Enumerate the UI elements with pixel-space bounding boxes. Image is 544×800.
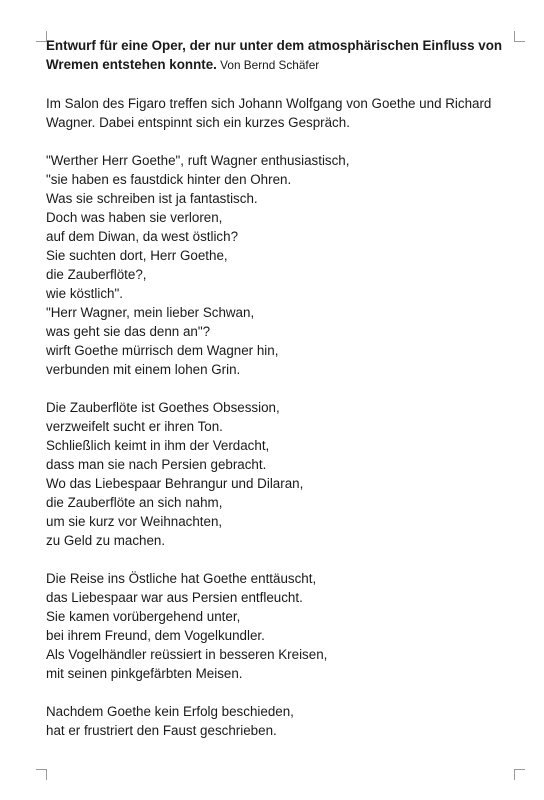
verse-line: die Zauberflöte an sich nahm,	[46, 495, 223, 510]
document-body	[46, 36, 526, 740]
verse-line: mit seinen pinkgefärbten Meisen.	[46, 666, 243, 681]
stanza-1	[46, 151, 526, 379]
verse-line: um sie kurz vor Weihnachten,	[46, 514, 223, 529]
verse-line: Sie kamen vorübergehend unter,	[46, 609, 241, 624]
verse-line: das Liebespaar war aus Persien entfleucht.	[46, 590, 303, 605]
corner-mark-bottom-right	[514, 769, 525, 780]
title-line-2	[46, 55, 526, 75]
intro-line: Im Salon des Figaro treffen sich Johann Wolfgang von Goethe und Richard	[46, 96, 492, 111]
title-bold-end: Wremen entstehen konnte.	[46, 57, 217, 72]
verse-line: Als Vogelhändler reüssiert in besseren Kreisen,	[46, 647, 328, 662]
verse-line: die Zauberflöte?,	[46, 267, 147, 282]
verse-line: hat er frustriert den Faust geschrieben.	[46, 723, 277, 738]
intro-line: Wagner. Dabei entspinnt sich ein kurzes Gespräch.	[46, 115, 350, 130]
verse-line: verzweifelt sucht er ihren Ton.	[46, 419, 223, 434]
verse-line: wie köstlich".	[46, 286, 123, 301]
verse-line: "Werther Herr Goethe", ruft Wagner enthusiastisch,	[46, 153, 350, 168]
verse-line: Nachdem Goethe kein Erfolg beschieden,	[46, 704, 294, 719]
verse-line: Sie suchten dort, Herr Goethe,	[46, 248, 228, 263]
verse-line: "sie haben es faustdick hinter den Ohren.	[46, 172, 292, 187]
stanza-2	[46, 398, 526, 550]
stanza-4	[46, 702, 526, 740]
verse-line: dass man sie nach Persien gebracht.	[46, 457, 267, 472]
verse-line: Doch was haben sie verloren,	[46, 210, 223, 225]
verse-line: wirft Goethe mürrisch dem Wagner hin,	[46, 343, 279, 358]
verse-line: Die Zauberflöte ist Goethes Obsession,	[46, 400, 280, 415]
verse-line: verbunden mit einem lohen Grin.	[46, 362, 241, 377]
verse-line: bei ihrem Freund, dem Vogelkundler.	[46, 628, 265, 643]
verse-line: auf dem Diwan, da west östlich?	[46, 229, 239, 244]
verse-line: Wo das Liebespaar Behrangur und Dilaran,	[46, 476, 304, 491]
verse-line: Was sie schreiben ist ja fantastisch.	[46, 191, 258, 206]
title-line-1: Entwurf für eine Oper, der nur unter dem atmosphärischen Einfluss von	[46, 38, 503, 53]
verse-line: zu Geld zu machen.	[46, 533, 166, 548]
author-credit: Von Bernd Schäfer	[216, 58, 320, 72]
verse-line: Schließlich keimt in ihm der Verdacht,	[46, 438, 270, 453]
verse-line: "Herr Wagner, mein lieber Schwan,	[46, 305, 255, 320]
corner-mark-bottom-left	[36, 769, 47, 780]
verse-line: Die Reise ins Östliche hat Goethe enttäuscht,	[46, 571, 317, 586]
verse-line: was geht sie das denn an"?	[46, 324, 211, 339]
stanza-3	[46, 569, 526, 683]
